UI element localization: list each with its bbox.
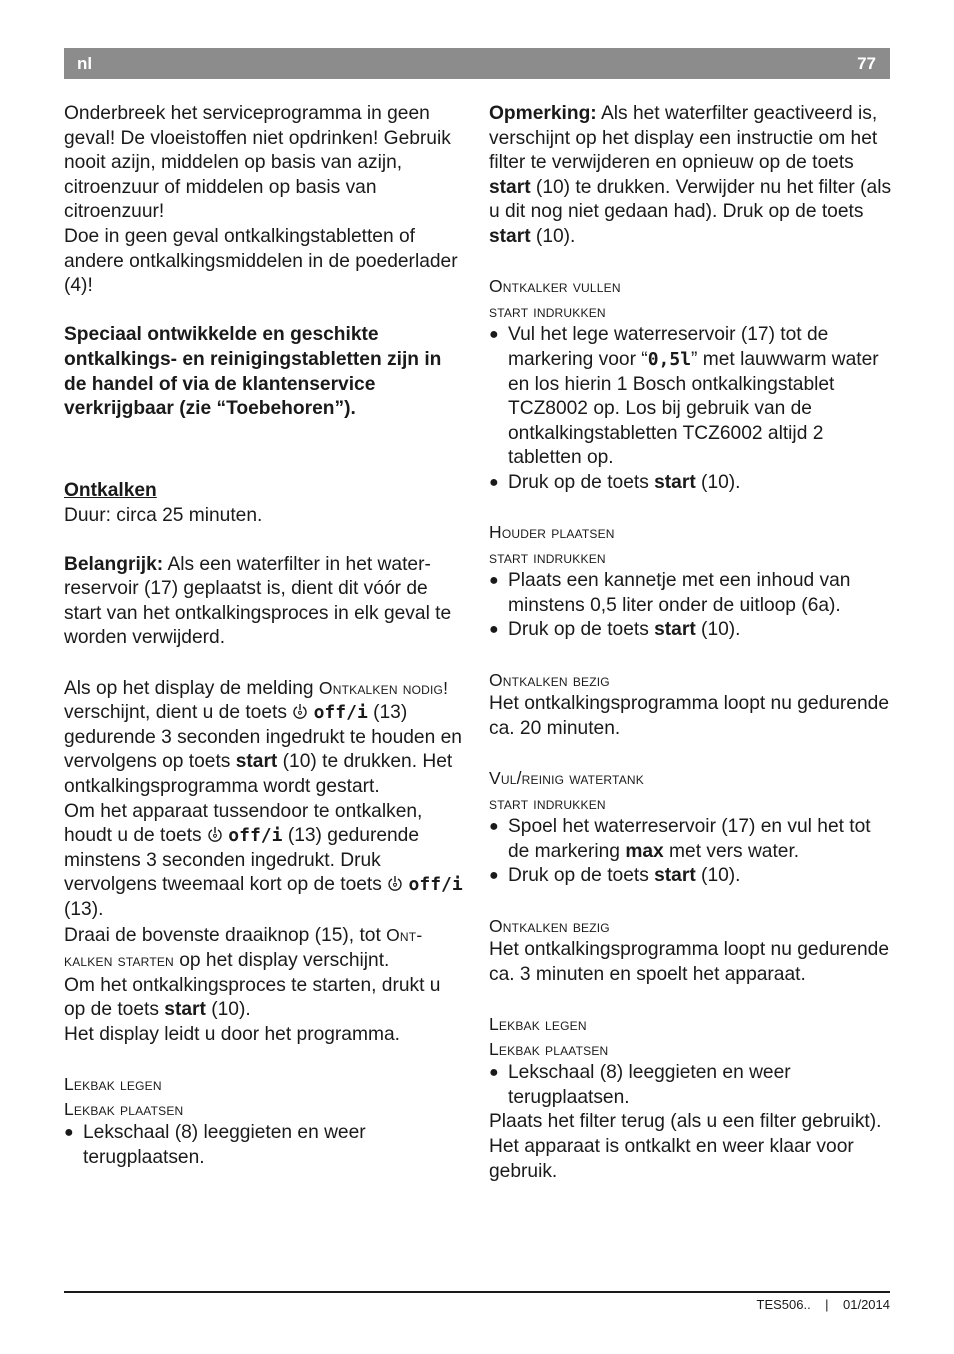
instruction-paragraph-5: Het display leidt u door het programma. xyxy=(64,1023,400,1045)
page-number: 77 xyxy=(857,54,876,73)
footer-separator: | xyxy=(825,1297,829,1312)
duration-text: Duur: circa 25 minuten. xyxy=(64,504,263,526)
instruction-paragraph-1: Als op het display de melding Ontkalken nodig! verschijnt, dient u de toets off/i (13) gedurende 3 seconden ingedrukt te houden en vervolgens op toets start (10) te drukken. Het ontkalkingsprogramma wordt gestart. xyxy=(64,677,462,798)
bullet-list xyxy=(64,1121,464,1170)
display-message-lekbak-legen: Lekbak legen xyxy=(64,1074,162,1095)
page-header xyxy=(64,48,890,79)
bullet-list xyxy=(489,1061,894,1110)
list-item: ● Spoel het waterreservoir (17) en vul het tot de markering max met vers water. xyxy=(489,815,894,864)
tablets-notice: Speciaal ontwikkelde en geschikte ontkalkings- en reinigingstabletten zijn in de handel of via de klantenservice verkrijgbaar (zie “Toebehoren”). xyxy=(64,324,442,420)
display-message-lekbak-plaatsen: Lekbak plaatsen xyxy=(489,1038,609,1059)
display-message-ontkalker-vullen: Ontkalker vullen xyxy=(489,276,621,297)
instruction-paragraph-2: Om het apparaat tussendoor te ontkalken, houdt u de toets off/i (13) gedurende minstens 3 seconden ingedrukt. Druk vervolgens tweemaal kort op de toets off/i (13). xyxy=(64,800,463,920)
warning-paragraph-2: Doe in geen geval ontkalkingstabletten of andere ontkalkingsmiddelen in de poederlader (4)! xyxy=(64,225,458,297)
bullet-list xyxy=(489,815,894,889)
display-message-lekbak-legen: Lekbak legen xyxy=(489,1013,587,1034)
note-paragraph: Opmerking: Als het waterfilter geactiveerd is, verschijnt op het display een instructie om het filter te verwijderen en opnieuw op de toets start (10) te drukken. Verwijder nu het filter (als u dit nog niet gedaan had). Druk op de toets start (10). xyxy=(489,103,892,247)
instruction-paragraph-4: Om het ontkalkingsproces te starten, drukt u op de toets start (10). xyxy=(64,974,441,1021)
display-message-houder-plaatsen: Houder plaatsen xyxy=(489,522,615,543)
left-column xyxy=(64,102,464,1171)
power-drop-icon xyxy=(292,703,308,719)
display-message-start-indrukken: start indrukken xyxy=(489,792,606,813)
bezig-text: Het ontkalkingsprogramma loopt nu gedurende ca. 3 minuten en spoelt het apparaat. xyxy=(489,939,889,985)
display-message-ontkalken-bezig: Ontkalken bezig xyxy=(489,915,610,936)
bezig-text: Het ontkalkingsprogramma loopt nu gedurende ca. 20 minuten. xyxy=(489,693,889,739)
display-message-start-indrukken: start indrukken xyxy=(489,546,606,567)
page-footer xyxy=(757,1297,891,1312)
right-column xyxy=(489,102,894,1184)
list-item: ● Druk op de toets start (10). xyxy=(489,471,894,496)
footer-divider xyxy=(64,1291,890,1293)
display-message-lekbak-plaatsen: Lekbak plaatsen xyxy=(64,1098,184,1119)
display-message-ontkalken-bezig: Ontkalken bezig xyxy=(489,669,610,690)
power-drop-icon xyxy=(387,875,403,891)
display-message-start-indrukken: start indrukken xyxy=(489,300,606,321)
list-item: ● Druk op de toets start (10). xyxy=(489,618,894,643)
publication-date: 01/2014 xyxy=(843,1297,890,1312)
final-paragraph: Plaats het filter terug (als u een filter gebruikt). Het apparaat is ontkalkt en weer klaar voor gebruik. xyxy=(489,1111,882,1182)
model-number: TES506.. xyxy=(756,1297,811,1312)
section-title: Ontkalken xyxy=(64,479,157,501)
list-item: ● Druk op de toets start (10). xyxy=(489,864,894,889)
language-code: nl xyxy=(77,54,93,73)
list-item: ● Plaats een kannetje met een inhoud van minstens 0,5 liter onder de uitloop (6a). xyxy=(489,569,894,618)
list-item: ● Vul het lege waterreservoir (17) tot de markering voor “0,5l” met lauwwarm water en los hierin 1 Bosch ontkalkingstablet TCZ8002 op. Los bij gebruik van de ontkalkingstabletten TCZ6002 altijd 2 tabletten op. xyxy=(489,323,894,471)
bullet-list xyxy=(489,569,894,643)
list-item: ● Lekschaal (8) leeggieten en weer terugplaatsen. xyxy=(64,1121,464,1170)
list-item: ● Lekschaal (8) leeggieten en weer terugplaatsen. xyxy=(489,1061,894,1110)
warning-paragraph: Onderbreek het serviceprogramma in geen geval! De vloeistoffen niet opdrinken! Gebruik nooit azijn, middelen op basis van azijn, citroenzuur of middelen op basis van citroenzuur! xyxy=(64,103,451,223)
display-message-vul-reinig: Vul/reinig watertank xyxy=(489,768,644,789)
power-drop-icon xyxy=(207,826,223,842)
instruction-paragraph-3: Draai de bovenste draaiknop (15), tot Ontkalken starten op het display verschijnt. xyxy=(64,924,423,972)
bullet-list xyxy=(489,323,894,495)
important-paragraph: Belangrijk: Als een waterfilter in het waterreservoir (17) geplaatst is, dient dit vóór de start van het ontkalkingsproces in elk geval te worden verwijderd. xyxy=(64,553,452,649)
